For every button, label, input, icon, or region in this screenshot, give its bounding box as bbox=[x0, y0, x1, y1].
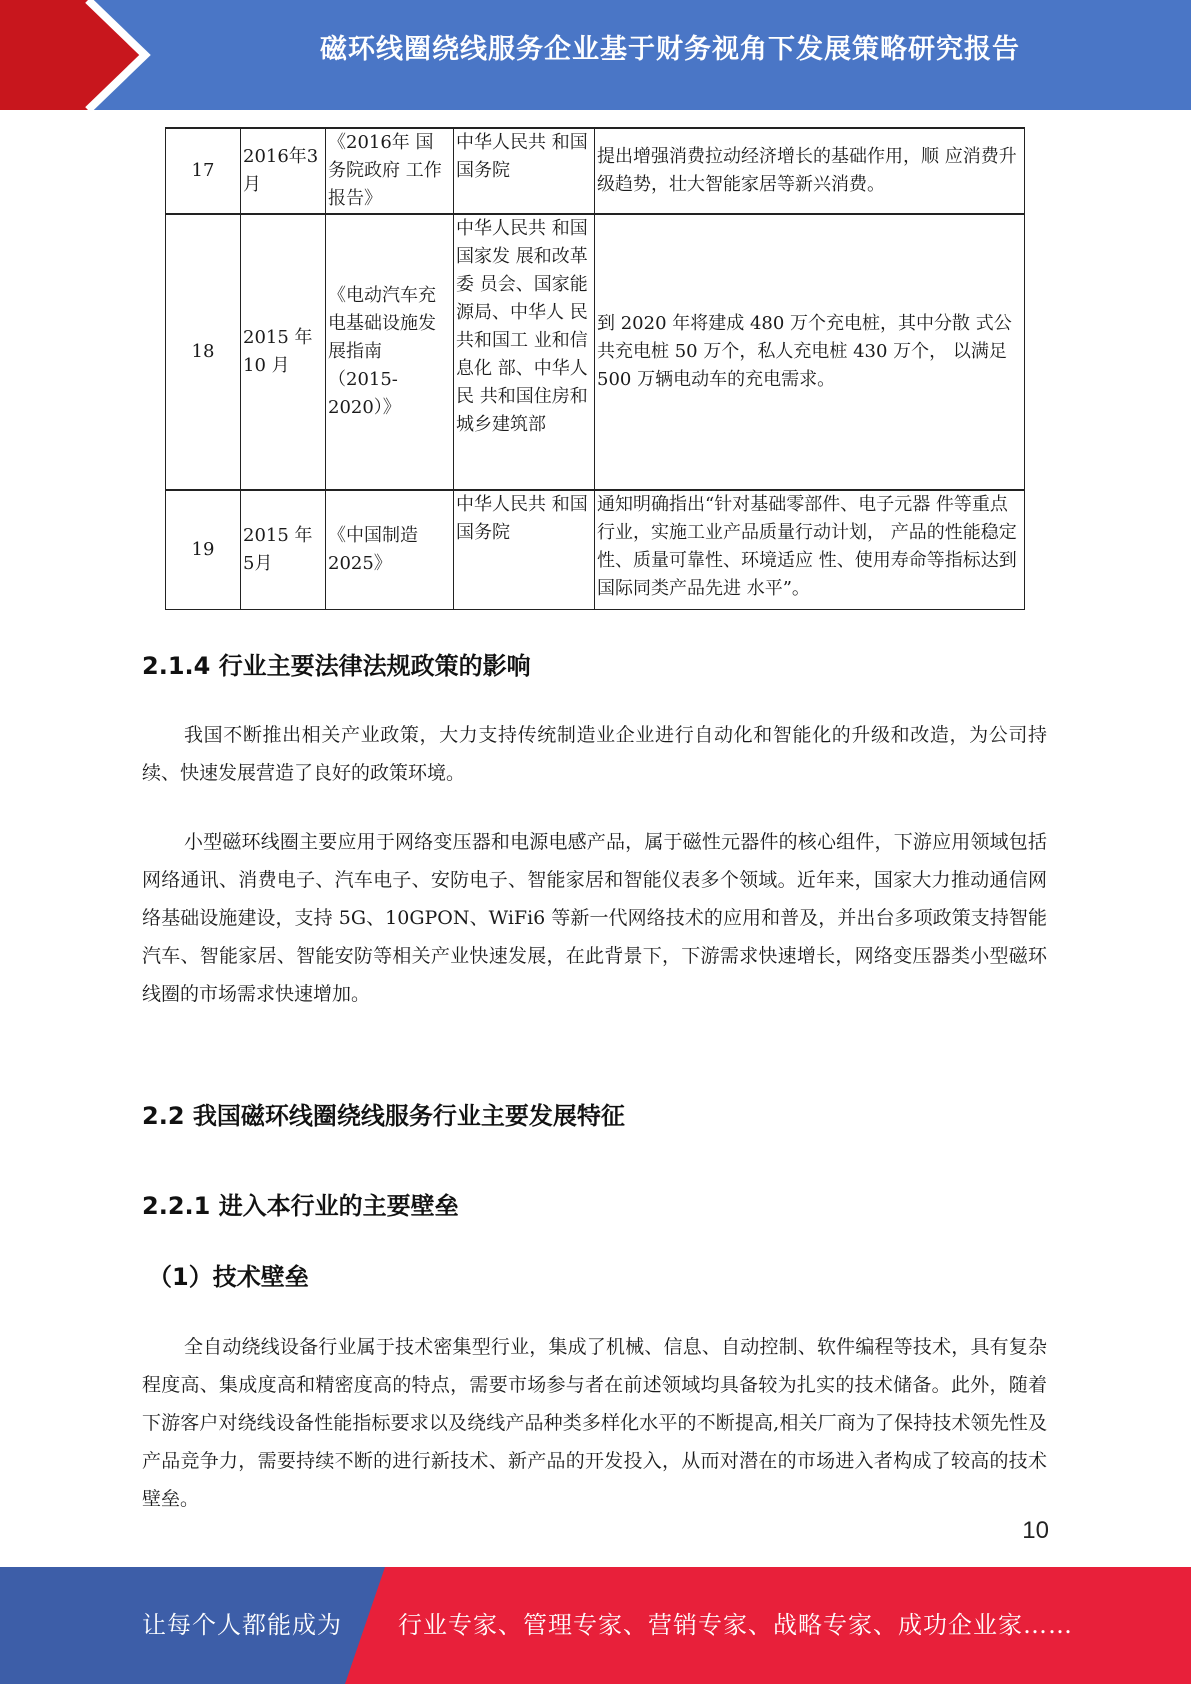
paragraph: 我国不断推出相关产业政策，大力支持传统制造业企业进行自动化和智能化的升级和改造，为公司持续、快速发展营造了良好的政策环境。 bbox=[142, 724, 1047, 784]
row-date: 2015 年 10 月 bbox=[241, 214, 326, 490]
row-document: 《2016年 国务院政府 工作报告》 bbox=[326, 128, 454, 214]
page-number: 10 bbox=[1022, 1517, 1049, 1544]
table-row bbox=[166, 490, 1025, 610]
page-header bbox=[0, 0, 1191, 110]
paragraph: 全自动绕线设备行业属于技术密集型行业，集成了机械、信息、自动控制、软件编程等技术，具有复杂程度高、集成度高和精密度高的特点，需要市场参与者在前述领域均具备较为扎实的技术储备。此外，随着下游客户对绕线设备性能指标要求以及绕线产品种类多样化水平的不断提高,相关厂商为了保持技术领先性及产品竞争力，需要持续不断的进行新技术、新产品的开发投入，从而对潜在的市场进入者构成了较高的技术壁垒。 bbox=[142, 1336, 1047, 1510]
table-row bbox=[166, 128, 1025, 214]
report-title: 磁环线圈绕线服务企业基于财务视角下发展策略研究报告 bbox=[320, 34, 1020, 65]
table-row bbox=[166, 214, 1025, 490]
row-content: 通知明确指出“针对基础零部件、电子元器 件等重点行业，实施工业产品质量行动计划， 产品的性能稳定性、质量可靠性、环境适应 性、使用寿命等指标达到国际同类产品先进 水平”。 bbox=[595, 490, 1025, 610]
row-issuer: 中华人民共 和国国家发 展和改革委 员会、国家能 源局、中华人 民共和国工 业和信息化 部、中华人民 共和国住房和城乡建筑部 bbox=[454, 214, 595, 490]
section-heading-2-1-4: 2.1.4 行业主要法律法规政策的影响 bbox=[142, 652, 531, 680]
row-document: 《电动汽车充电基础设施发展指南（2015-2020）》 bbox=[326, 214, 454, 490]
row-number: 19 bbox=[166, 490, 241, 610]
row-content: 提出增强消费拉动经济增长的基础作用，顺 应消费升级趋势，壮大智能家居等新兴消费。 bbox=[595, 128, 1025, 214]
row-document: 《中国制造 2025》 bbox=[326, 490, 454, 610]
page-footer bbox=[0, 1567, 1191, 1684]
row-issuer: 中华人民共 和国国务院 bbox=[454, 490, 595, 610]
subsection-heading: （1）技术壁垒 bbox=[148, 1263, 309, 1291]
paragraph: 小型磁环线圈主要应用于网络变压器和电源电感产品，属于磁性元器件的核心组件，下游应用领域包括网络通讯、消费电子、汽车电子、安防电子、智能家居和智能仪表多个领域。近年来，国家大力推动通信网络基础设施建设，支持 5G、10GPON、WiFi6 等新一代网络技术的应用和普及，并出台多项政策支持智能汽车、智能家居、智能安防等相关产业快速发展，在此背景下，下游需求快速增长，网络变压器类小型磁环线圈的市场需求快速增加。 bbox=[142, 831, 1047, 1005]
row-date: 2015 年5月 bbox=[241, 490, 326, 610]
footer-slogan-left: 让每个人都能成为 bbox=[142, 1611, 342, 1639]
section-heading-2-2: 2.2 我国磁环线圈绕线服务行业主要发展特征 bbox=[142, 1102, 625, 1130]
row-date: 2016年3月 bbox=[241, 128, 326, 214]
section-heading-2-2-1: 2.2.1 进入本行业的主要壁垒 bbox=[142, 1192, 459, 1220]
policy-table bbox=[165, 127, 1025, 610]
row-content: 到 2020 年将建成 480 万个充电桩，其中分散 式公共充电桩 50 万个，私人充电桩 430 万个， 以满足 500 万辆电动车的充电需求。 bbox=[595, 214, 1025, 490]
footer-slogan-right: 行业专家、管理专家、营销专家、战略专家、成功企业家…… bbox=[398, 1611, 1073, 1639]
row-number: 17 bbox=[166, 128, 241, 214]
row-issuer: 中华人民共 和国国务院 bbox=[454, 128, 595, 214]
row-number: 18 bbox=[166, 214, 241, 490]
